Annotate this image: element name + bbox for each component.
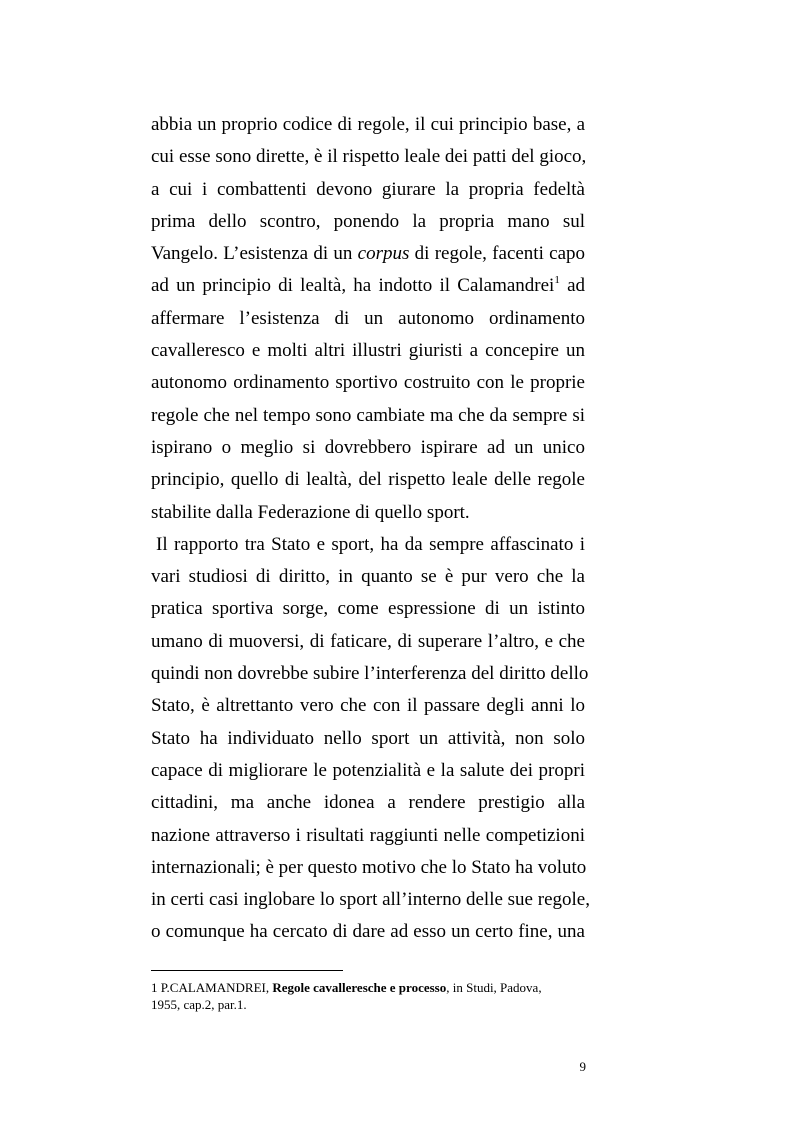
text-line: capace di migliorare le potenzialità e la salute dei propri (151, 759, 585, 781)
footnote-source: , in Studi, Padova, (446, 980, 542, 995)
footnote-author: P.CALAMANDREI, (157, 980, 273, 995)
text-segment: ad (559, 275, 585, 297)
text-line: autonomo ordinamento sportivo costruito con le proprie (151, 372, 585, 394)
emphasis-corpus: corpus (357, 243, 410, 265)
text-line: pratica sportiva sorge, come espressione di un istinto (151, 598, 585, 620)
text-line: ispirano o meglio si dovrebbero ispirare ad un unico (151, 436, 585, 458)
text-segment: ad un principio di lealtà, ha indotto il Calamandrei (151, 275, 555, 297)
text-line: quindi non dovrebbe subire l’interferenza del diritto dello (151, 663, 589, 685)
text-line: principio, quello di lealtà, del rispetto leale delle regole (151, 469, 585, 491)
page-number: 9 (579, 1059, 586, 1074)
text-line: abbia un proprio codice di regole, il cui principio base, a (151, 114, 585, 135)
footnote (151, 979, 585, 1013)
text-line (151, 238, 585, 270)
text-line: prima dello scontro, ponendo la propria mano sul (151, 210, 585, 232)
text-line: umano di muoversi, di faticare, di superare l’altro, e che (151, 630, 585, 652)
footnote-source-cont: 1955, cap.2, par.1. (151, 997, 247, 1012)
text-segment: Vangelo. L’esistenza di un (151, 243, 358, 265)
text-line: a cui i combattenti devono giurare la propria fedeltà (151, 178, 585, 200)
text-segment: di regole, facenti capo (409, 243, 585, 265)
text-line: regole che nel tempo sono cambiate ma che da sempre si (151, 404, 585, 426)
text-line: cui esse sono dirette, è il rispetto leale dei patti del gioco, (151, 146, 587, 168)
text-line: stabilite dalla Federazione di quello sport. (151, 501, 470, 523)
body-text (151, 109, 590, 949)
text-line: o comunque ha cercato di dare ad esso un certo fine, una (151, 921, 585, 943)
text-line (151, 270, 585, 302)
text-line: nazione attraverso i risultati raggiunti nelle competizioni (151, 824, 585, 846)
text-line: in certi casi inglobare lo sport all’interno delle sue regole, (151, 889, 590, 911)
text-line: vari studiosi di diritto, in quanto se è pur vero che la (151, 566, 585, 588)
text-line: Il rapporto tra Stato e sport, ha da sempre affascinato i (156, 533, 585, 555)
footnote-divider (151, 970, 343, 971)
text-line: cavalleresco e molti altri illustri giuristi a concepire un (151, 340, 585, 362)
text-line: affermare l’esistenza di un autonomo ordinamento (151, 307, 585, 329)
text-line: Stato ha individuato nello sport un attività, non solo (151, 727, 585, 749)
footnote-number: 1 (151, 980, 158, 995)
text-line: cittadini, ma anche idonea a rendere prestigio alla (151, 792, 585, 814)
footnote-title: Regole cavalleresche e processo (272, 980, 447, 995)
text-line: Stato, è altrettanto vero che con il passare degli anni lo (151, 695, 585, 717)
footnote-reference[interactable]: 1 (554, 274, 560, 287)
text-line: internazionali; è per questo motivo che lo Stato ha voluto (151, 856, 587, 878)
